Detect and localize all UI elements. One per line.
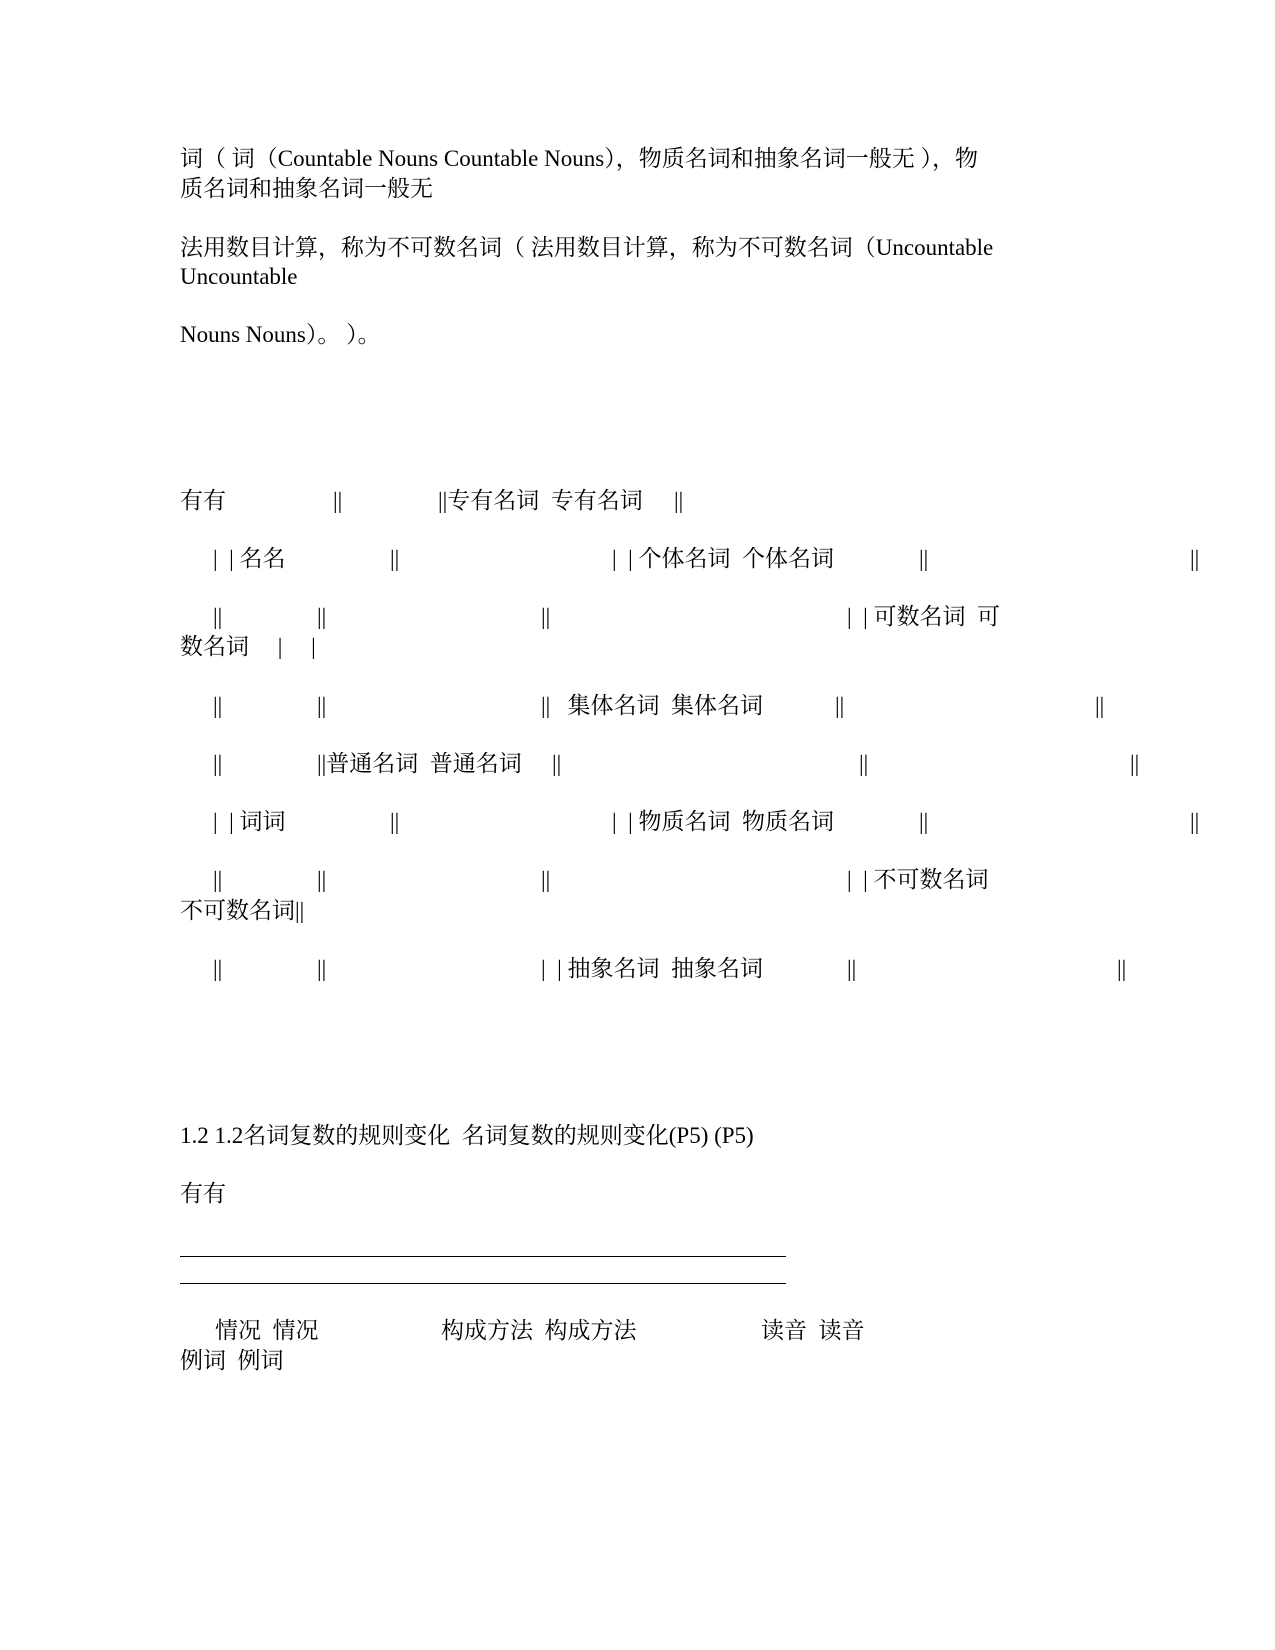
tree-cell: | | 抽象名词 抽象名词 <box>541 956 763 981</box>
table-header-method: 构成方法 构成方法 <box>441 1318 637 1343</box>
table-header-situation: 情况 情况 <box>215 1318 319 1343</box>
paragraph-line: 质名词和抽象名词一般无 <box>180 176 433 201</box>
tree-cell: || <box>390 809 400 834</box>
tree-cell: || <box>919 546 929 571</box>
tree-cell: || <box>674 488 684 513</box>
tree-cell: || <box>317 604 327 629</box>
tree-cell: || <box>317 693 327 718</box>
tree-cell: || <box>213 604 223 629</box>
table-header-examples: 例词 例词 <box>180 1348 284 1373</box>
tree-cell: || 集体名词 集体名词 <box>541 693 763 718</box>
tree-cell: ||普通名词 普通名词 <box>317 751 522 776</box>
paragraph-line: Uncountable <box>180 264 298 289</box>
tree-cell: || <box>835 693 845 718</box>
section-heading: 1.2 1.2名词复数的规则变化 名词复数的规则变化(P5) (P5) <box>180 1123 754 1148</box>
tree-cell: | | 物质名词 物质名词 <box>612 809 834 834</box>
horizontal-rule <box>180 1256 786 1257</box>
tree-cell: | | 词词 <box>213 809 286 834</box>
tree-cell: || <box>859 751 869 776</box>
tree-cell: | | 可数名词 可 <box>847 604 1000 629</box>
tree-cell: || <box>317 956 327 981</box>
tree-cell: || <box>1130 751 1140 776</box>
paragraph-line: Nouns Nouns）。 ）。 <box>180 322 381 347</box>
tree-cell: || <box>390 546 400 571</box>
tree-cell: || <box>333 488 343 513</box>
tree-cell: || <box>1117 956 1127 981</box>
paragraph-line: 法用数目计算，称为不可数名词（ 法用数目计算，称为不可数名词（Uncountable <box>180 235 994 260</box>
tree-cell: 数名词 | | <box>180 634 316 659</box>
tree-cell: || <box>1190 809 1200 834</box>
tree-cell: || <box>213 751 223 776</box>
tree-cell: | | 不可数名词 <box>847 867 989 892</box>
table-header-pronunciation: 读音 读音 <box>761 1318 865 1343</box>
tree-cell: || <box>1095 693 1105 718</box>
section-subtext: 有有 <box>180 1181 226 1206</box>
tree-cell: || <box>213 693 223 718</box>
tree-cell: 有有 <box>180 488 226 513</box>
tree-cell: || <box>213 956 223 981</box>
tree-cell: | | 个体名词 个体名词 <box>612 546 834 571</box>
tree-cell: | | 名名 <box>213 546 286 571</box>
tree-cell: || <box>541 604 551 629</box>
tree-cell: ||专有名词 专有名词 <box>438 488 643 513</box>
tree-cell: || <box>317 867 327 892</box>
horizontal-rule <box>180 1283 786 1284</box>
tree-cell: || <box>541 867 551 892</box>
tree-cell: || <box>1190 546 1200 571</box>
tree-cell: || <box>847 956 857 981</box>
tree-cell: || <box>213 867 223 892</box>
tree-cell: 不可数名词|| <box>180 898 305 923</box>
paragraph-line: 词（ 词（Countable Nouns Countable Nouns），物质名词和抽象名词一般无 ），物 <box>180 146 978 171</box>
tree-cell: || <box>919 809 929 834</box>
tree-cell: || <box>552 751 562 776</box>
